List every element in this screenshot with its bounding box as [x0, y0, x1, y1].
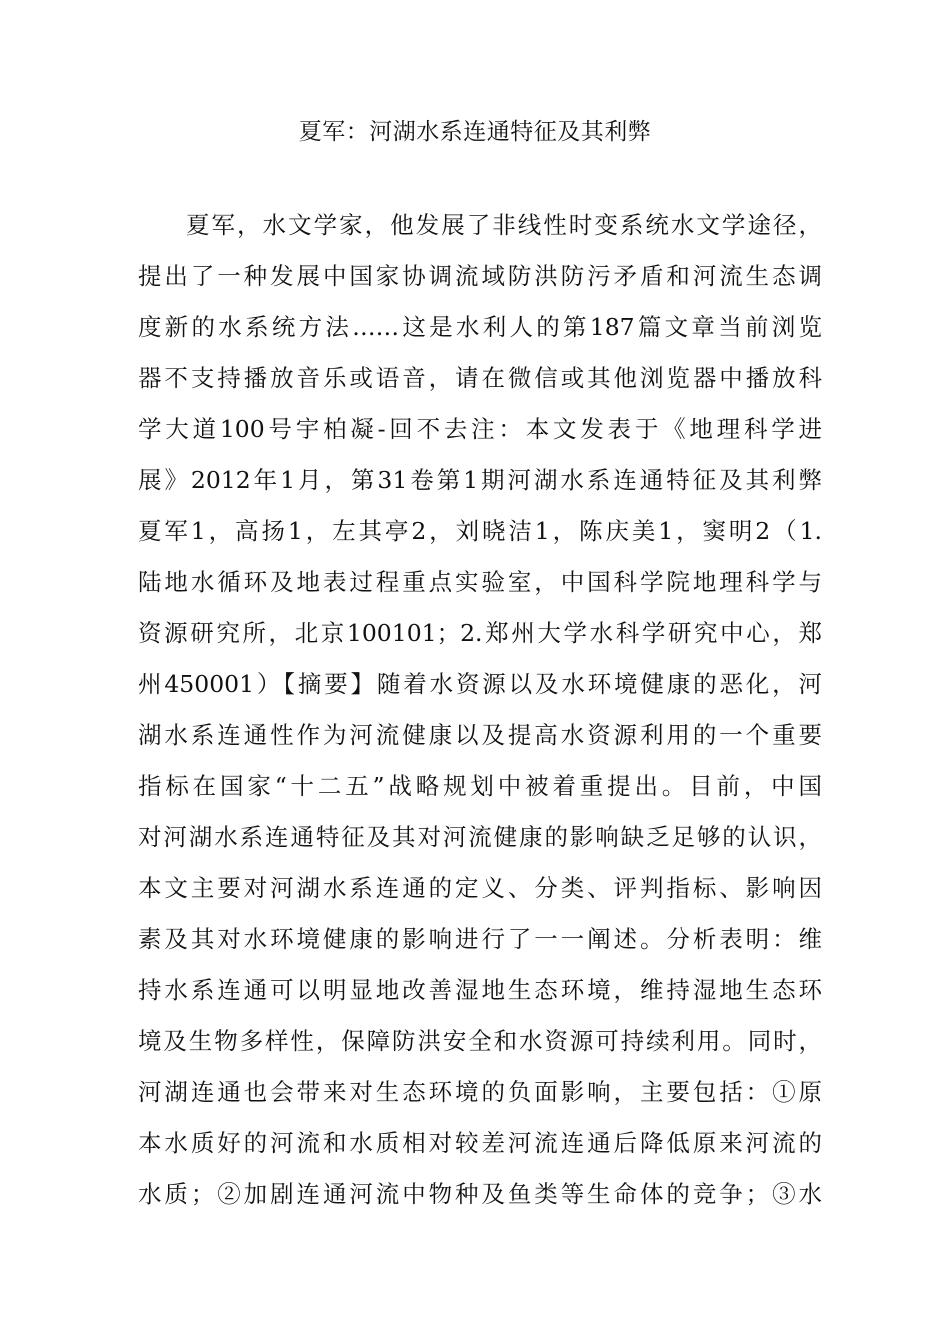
paragraph-line: 器不支持播放音乐或语音，请在微信或其他浏览器中播放科 — [138, 364, 822, 392]
paragraph-line: 州450001）【摘要】随着水资源以及水环境健康的恶化，河 — [138, 670, 822, 698]
paragraph-line: 学大道100号宇柏凝-回不去注：本文发表于《地理科学进 — [138, 415, 822, 443]
paragraph-line: 度新的水系统方法……这是水利人的第187篇文章当前浏览 — [138, 313, 822, 341]
paragraph-line: 对河湖水系连通特征及其对河流健康的影响缺乏足够的认识， — [138, 823, 822, 851]
paragraph-line: 素及其对水环境健康的影响进行了一一阐述。分析表明：维 — [138, 925, 822, 953]
paragraph-line: 本文主要对河湖水系连通的定义、分类、评判指标、影响因 — [138, 874, 822, 902]
paragraph-line: 持水系连通可以明显地改善湿地生态环境，维持湿地生态环 — [138, 976, 822, 1004]
paragraph-line: 夏军1，高扬1，左其亭2，刘晓洁1，陈庆美1，窦明2（1. — [138, 517, 822, 545]
paragraph-line: 水质；②加剧连通河流中物种及鱼类等生命体的竞争；③水 — [138, 1180, 822, 1208]
article-body — [138, 200, 822, 1220]
page-title: 夏军：河湖水系连通特征及其利弊 — [298, 119, 652, 145]
paragraph-line: 境及生物多样性，保障防洪安全和水资源可持续利用。同时， — [138, 1027, 822, 1055]
paragraph-line: 陆地水循环及地表过程重点实验室，中国科学院地理科学与 — [138, 568, 822, 596]
paragraph-line: 展》2012年1月，第31卷第1期河湖水系连通特征及其利弊 — [138, 466, 822, 494]
paragraph-line: 资源研究所，北京100101；2.郑州大学水科学研究中心，郑 — [138, 619, 822, 647]
paragraph-line: 指标在国家“十二五”战略规划中被着重提出。目前，中国 — [138, 772, 822, 800]
paragraph-line: 夏军，水文学家，他发展了非线性时变系统水文学途径， — [186, 211, 822, 239]
paragraph-line: 河湖连通也会带来对生态环境的负面影响，主要包括：①原 — [138, 1078, 822, 1106]
paragraph-line: 提出了一种发展中国家协调流域防洪防污矛盾和河流生态调 — [138, 262, 822, 290]
paragraph-line: 本水质好的河流和水质相对较差河流连通后降低原来河流的 — [138, 1129, 822, 1157]
paragraph-line: 湖水系连通性作为河流健康以及提高水资源利用的一个重要 — [138, 721, 822, 749]
